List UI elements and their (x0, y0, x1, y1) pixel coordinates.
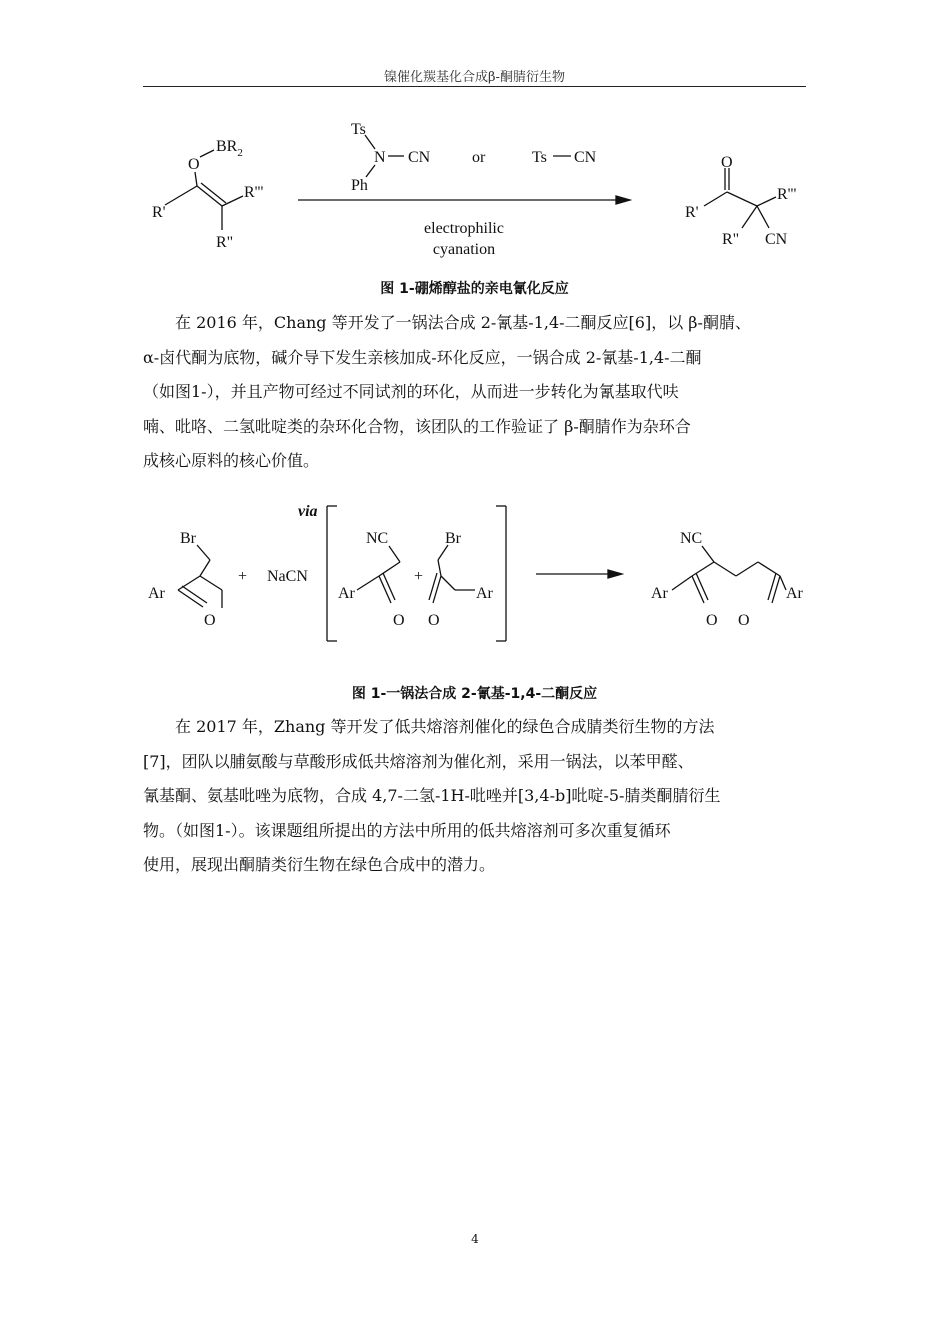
intermediate-a-o: O (393, 612, 405, 629)
reagent-a-cn: CN (408, 149, 431, 166)
paragraph-1-line: α-卤代酮为底物，碱介导下发生亲核加成-环化反应，一锅合成 2-氰基-1,4-二酮 (143, 347, 702, 367)
reactant-r1: R' (152, 204, 166, 221)
intermediate-b-ar: Ar (476, 585, 493, 602)
intermediate-b-br: Br (445, 530, 461, 547)
reagent-a-ts: Ts (351, 121, 366, 138)
scheme-1-boron-enolate-cyanation (0, 0, 950, 280)
paragraph-2-line: 使用，展现出酮腈类衍生物在绿色合成中的潜力。 (143, 855, 496, 875)
product-oxygen: O (721, 154, 733, 171)
product-ar-left: Ar (651, 585, 668, 602)
reactant-r2: R" (216, 234, 234, 251)
paragraph-2 (143, 710, 806, 883)
reagent-a-ph: Ph (351, 177, 368, 194)
product-ar-right: Ar (786, 585, 803, 602)
figure-caption-2: 图 1-一锅法合成 2-氰基-1,4-二酮反应 (351, 686, 598, 702)
reactant-ar: Ar (148, 585, 165, 602)
reagent-b-ts: Ts (532, 149, 547, 166)
reactant-o: O (204, 612, 216, 629)
page-number: 4 (471, 1232, 479, 1246)
figure-caption-1: 图 1-硼烯醇盐的亲电氰化反应 (380, 281, 569, 297)
paragraph-2-line: 在 2017 年，Zhang 等开发了低共熔溶剂催化的绿色合成腈类衍生物的方法 (175, 717, 715, 736)
product-r1: R' (685, 204, 699, 221)
reagent-a-n: N (374, 149, 386, 166)
product-o-right: O (738, 612, 750, 629)
or-label: or (472, 149, 486, 166)
paragraph-1-line: 成核心原料的核心价值。 (143, 451, 320, 471)
product-r3: R''' (777, 186, 797, 203)
enolate-oxygen: O (188, 156, 200, 173)
intermediate-a-ar: Ar (338, 585, 355, 602)
condition-line-2: cyanation (432, 241, 496, 258)
via-label: via (298, 503, 318, 520)
paragraph-2-line: 物。（如图1-）。该课题组所提出的方法中所用的低共熔溶剂可多次重复循环 (143, 820, 671, 840)
intermediate-a-nc: NC (366, 530, 389, 547)
scheme-2-one-pot-cyanodiketone (0, 490, 950, 670)
paragraph-2-line: 氰基酮、氨基吡唑为底物，合成 4,7-二氢-1H-吡唑并[3,4-b]吡啶-5-腈类酮腈衍生 (143, 786, 721, 806)
product-o-left: O (706, 612, 718, 629)
reagent-b-cn: CN (574, 149, 597, 166)
running-header: 镍催化羰基化合成β-酮腈衍生物 (384, 70, 565, 85)
reactant-r3: R''' (244, 184, 264, 201)
paragraph-2-line: [7]，团队以脯氨酸与草酸形成低共熔溶剂为催化剂，采用一锅法，以苯甲醛、 (143, 751, 694, 771)
reactant-br: Br (180, 530, 196, 547)
plus-sign-1: + (238, 568, 248, 585)
condition-line-1: electrophilic (424, 220, 504, 237)
plus-sign-2: + (414, 568, 424, 585)
product-cn: CN (765, 231, 788, 248)
paragraph-1-line: 在 2016 年，Chang 等开发了一锅法合成 2-氰基-1,4-二酮反应[6]，以 β-酮腈、 (175, 313, 751, 332)
reagent-nacn: NaCN (267, 568, 308, 585)
paragraph-1-line: 喃、吡咯、二氢吡啶类的杂环化合物，该团队的工作验证了 β-酮腈作为杂环合 (143, 416, 691, 436)
paragraph-1 (143, 306, 806, 479)
product-r2: R" (722, 231, 740, 248)
intermediate-b-o: O (428, 612, 440, 629)
paragraph-1-line: （如图1-），并且产物可经过不同试剂的环化，从而进一步转化为氰基取代呋 (143, 382, 679, 402)
product-nc: NC (680, 530, 703, 547)
boron-group: $BR_2$ (216, 138, 243, 159)
